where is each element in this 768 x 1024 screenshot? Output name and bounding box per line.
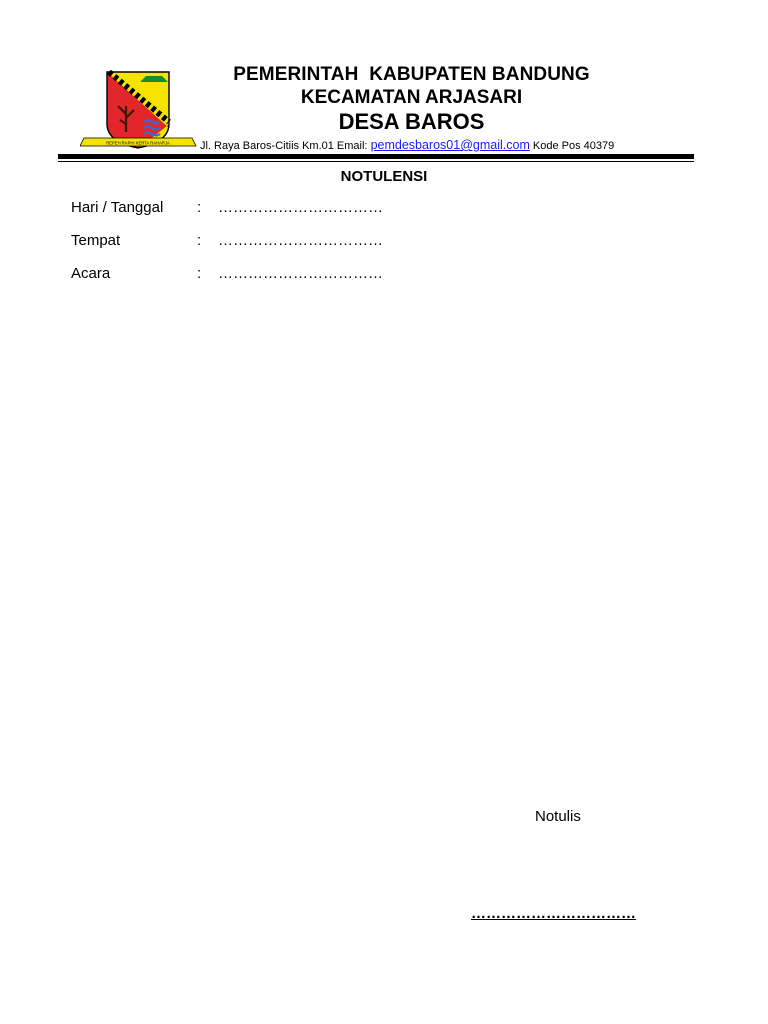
field-place-label: Tempat	[71, 232, 121, 249]
header-rule-thick	[58, 154, 694, 159]
letterhead-address	[200, 138, 614, 152]
field-date-label: Hari / Tanggal	[71, 199, 164, 216]
header-rule-thin	[58, 161, 694, 162]
document-title: NOTULENSI	[340, 168, 428, 185]
address-text: Jl. Raya Baros-Citiis Km.01 Email:	[200, 140, 368, 152]
signature-name-placeholder: ……………………………	[471, 905, 636, 922]
field-agenda-value: ……………………………	[218, 265, 383, 282]
field-date-colon: :	[197, 199, 202, 216]
letterhead-header	[205, 64, 618, 135]
letterhead-government: PEMERINTAH KABUPATEN BANDUNG	[233, 64, 590, 85]
email-link[interactable]: pemdesbaros01@gmail.com	[370, 138, 530, 152]
postal-code: Kode Pos 40379	[532, 140, 615, 152]
field-place	[71, 232, 401, 252]
field-agenda-label: Acara	[71, 265, 111, 282]
field-place-value: ……………………………	[218, 232, 383, 249]
letterhead-village: DESA BAROS	[338, 109, 485, 134]
letterhead-district: KECAMATAN ARJASARI	[300, 87, 523, 108]
field-date-value: ……………………………	[218, 199, 383, 216]
regency-coat-of-arms-logo	[80, 66, 202, 154]
signature-role: Notulis	[535, 808, 581, 825]
field-agenda-colon: :	[197, 265, 202, 282]
ribbon-motto: REPEH RAPIH KERTA RAHARJA	[106, 140, 170, 146]
field-place-colon: :	[197, 232, 202, 249]
field-date	[71, 199, 401, 219]
field-agenda	[71, 265, 401, 285]
